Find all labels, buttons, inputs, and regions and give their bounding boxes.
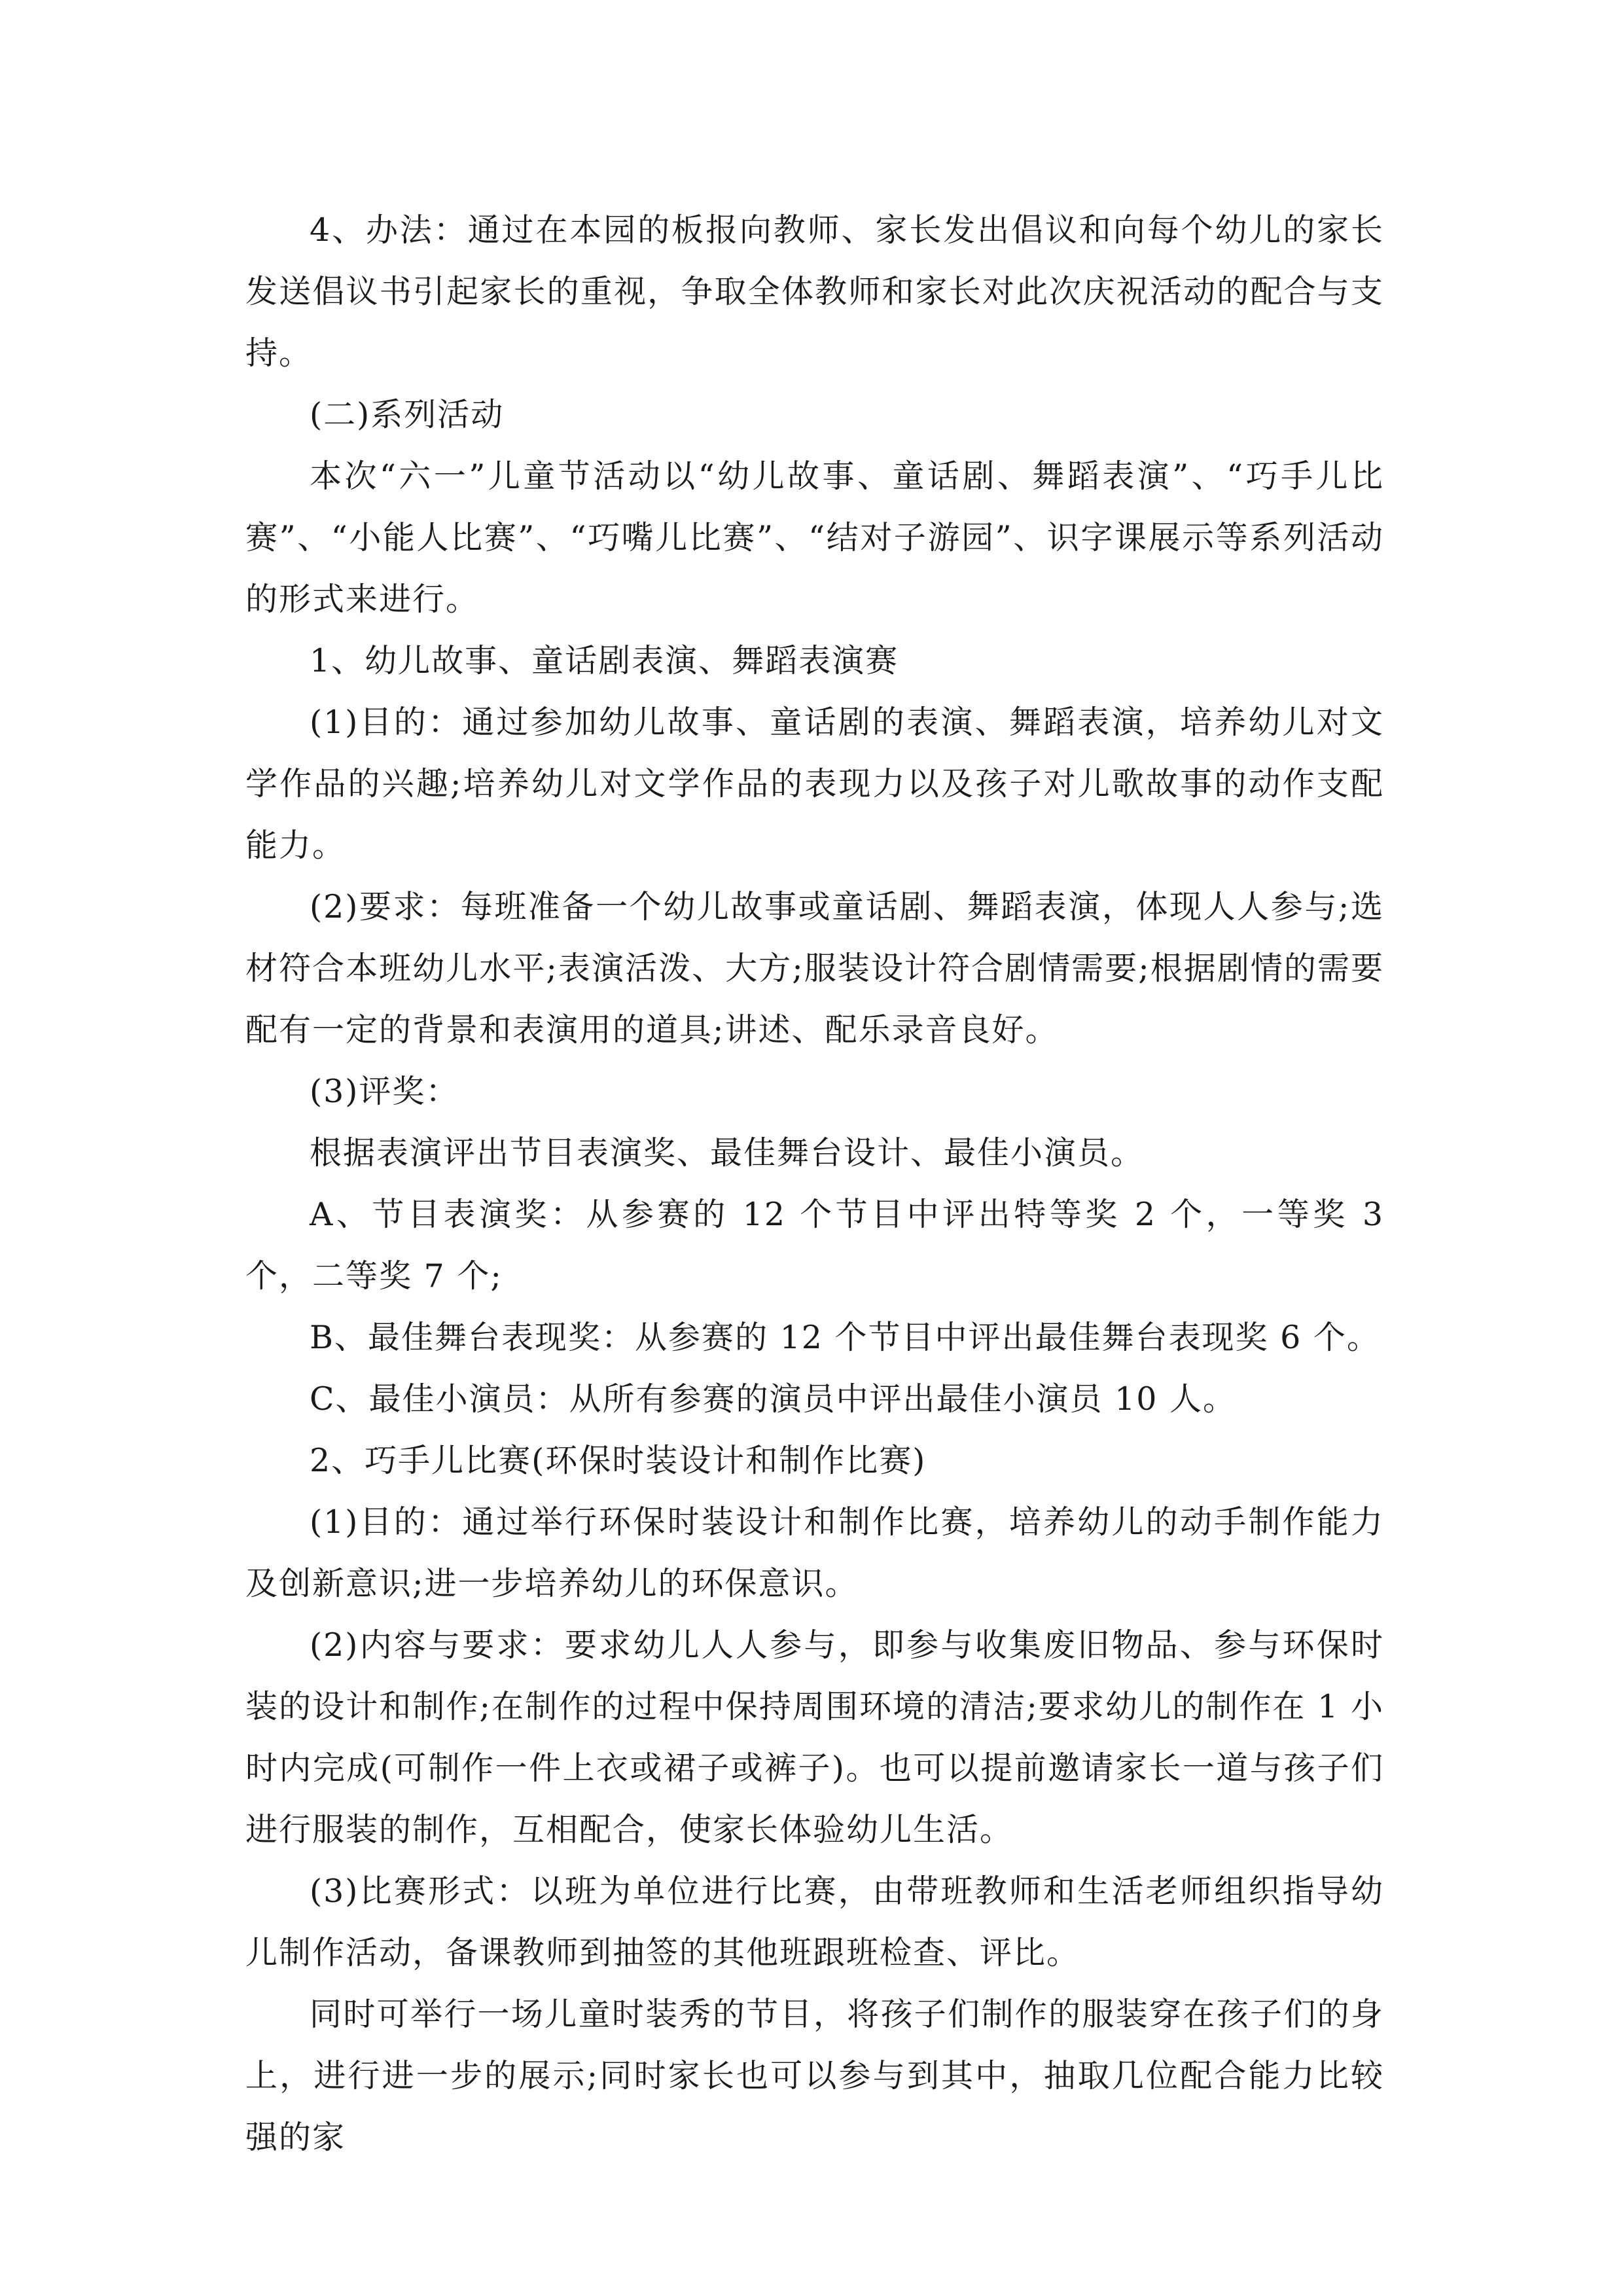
paragraph-fashion-show: 同时可举行一场儿童时装秀的节目，将孩子们制作的服装穿在孩子们的身上，进行进一步的展示;同时家长也可以参与到其中，抽取几位配合能力比较强的家 [245, 1996, 1384, 2156]
paragraph-section-2-purpose: (1)目的：通过举行环保时装设计和制作比赛，培养幼儿的动手制作能力及创新意识;进一步培养幼儿的环保意识。 [245, 1503, 1384, 1602]
document-body [245, 200, 1384, 2168]
paragraph-series-heading: (二)系列活动 [310, 396, 505, 433]
paragraph-section-1-purpose: (1)目的：通过参加幼儿故事、童话剧的表演、舞蹈表演，培养幼儿对文学作品的兴趣;培养幼儿对文学作品的表现力以及孩子对儿歌故事的动作支配能力。 [245, 704, 1384, 864]
paragraph-section-2-heading: 2、巧手儿比赛(环保时装设计和制作比赛) [310, 1442, 927, 1479]
paragraph-awards-intro: 根据表演评出节目表演奖、最佳舞台设计、最佳小演员。 [310, 1134, 1145, 1172]
paragraph-award-b: B、最佳舞台表现奖：从参赛的 12 个节目中评出最佳舞台表现奖 6 个。 [310, 1319, 1380, 1356]
paragraph-section-1-heading: 1、幼儿故事、童话剧表演、舞蹈表演赛 [310, 642, 899, 679]
paragraph-method: 4、办法：通过在本园的板报向教师、家长发出倡议和向每个幼儿的家长发送倡议书引起家长的重视，争取全体教师和家长对此次庆祝活动的配合与支持。 [245, 211, 1384, 372]
paragraph-section-2-format: (3)比赛形式：以班为单位进行比赛，由带班教师和生活老师组织指导幼儿制作活动，备课教师到抽签的其他班跟班检查、评比。 [245, 1873, 1384, 1971]
paragraph-section-2-content: (2)内容与要求：要求幼儿人人参与，即参与收集废旧物品、参与环保时装的设计和制作;在制作的过程中保持周围环境的清洁;要求幼儿的制作在 1 小时内完成(可制作一件上衣或裙子或裤子)。也可以提前邀请家长一道与孩子们进行服装的制作，互相配合，使家长体验幼儿生活。 [245, 1626, 1384, 1848]
paragraph-award-c: C、最佳小演员：从所有参赛的演员中评出最佳小演员 10 人。 [310, 1380, 1236, 1418]
paragraph-section-1-awards-heading: (3)评奖： [310, 1073, 459, 1110]
paragraph-series-intro: 本次“六一”儿童节活动以“幼儿故事、童话剧、舞蹈表演”、“巧手儿比赛”、“小能人比赛”、“巧嘴儿比赛”、“结对子游园”、识字课展示等系列活动的形式来进行。 [245, 457, 1384, 618]
paragraph-section-1-requirements: (2)要求：每班准备一个幼儿故事或童话剧、舞蹈表演，体现人人参与;选材符合本班幼儿水平;表演活泼、大方;服装设计符合剧情需要;根据剧情的需要配有一定的背景和表演用的道具;讲述、配乐录音良好。 [245, 888, 1384, 1049]
paragraph-award-a: A、节目表演奖：从参赛的 12 个节目中评出特等奖 2 个，一等奖 3 个，二等奖 7 个; [245, 1196, 1384, 1295]
